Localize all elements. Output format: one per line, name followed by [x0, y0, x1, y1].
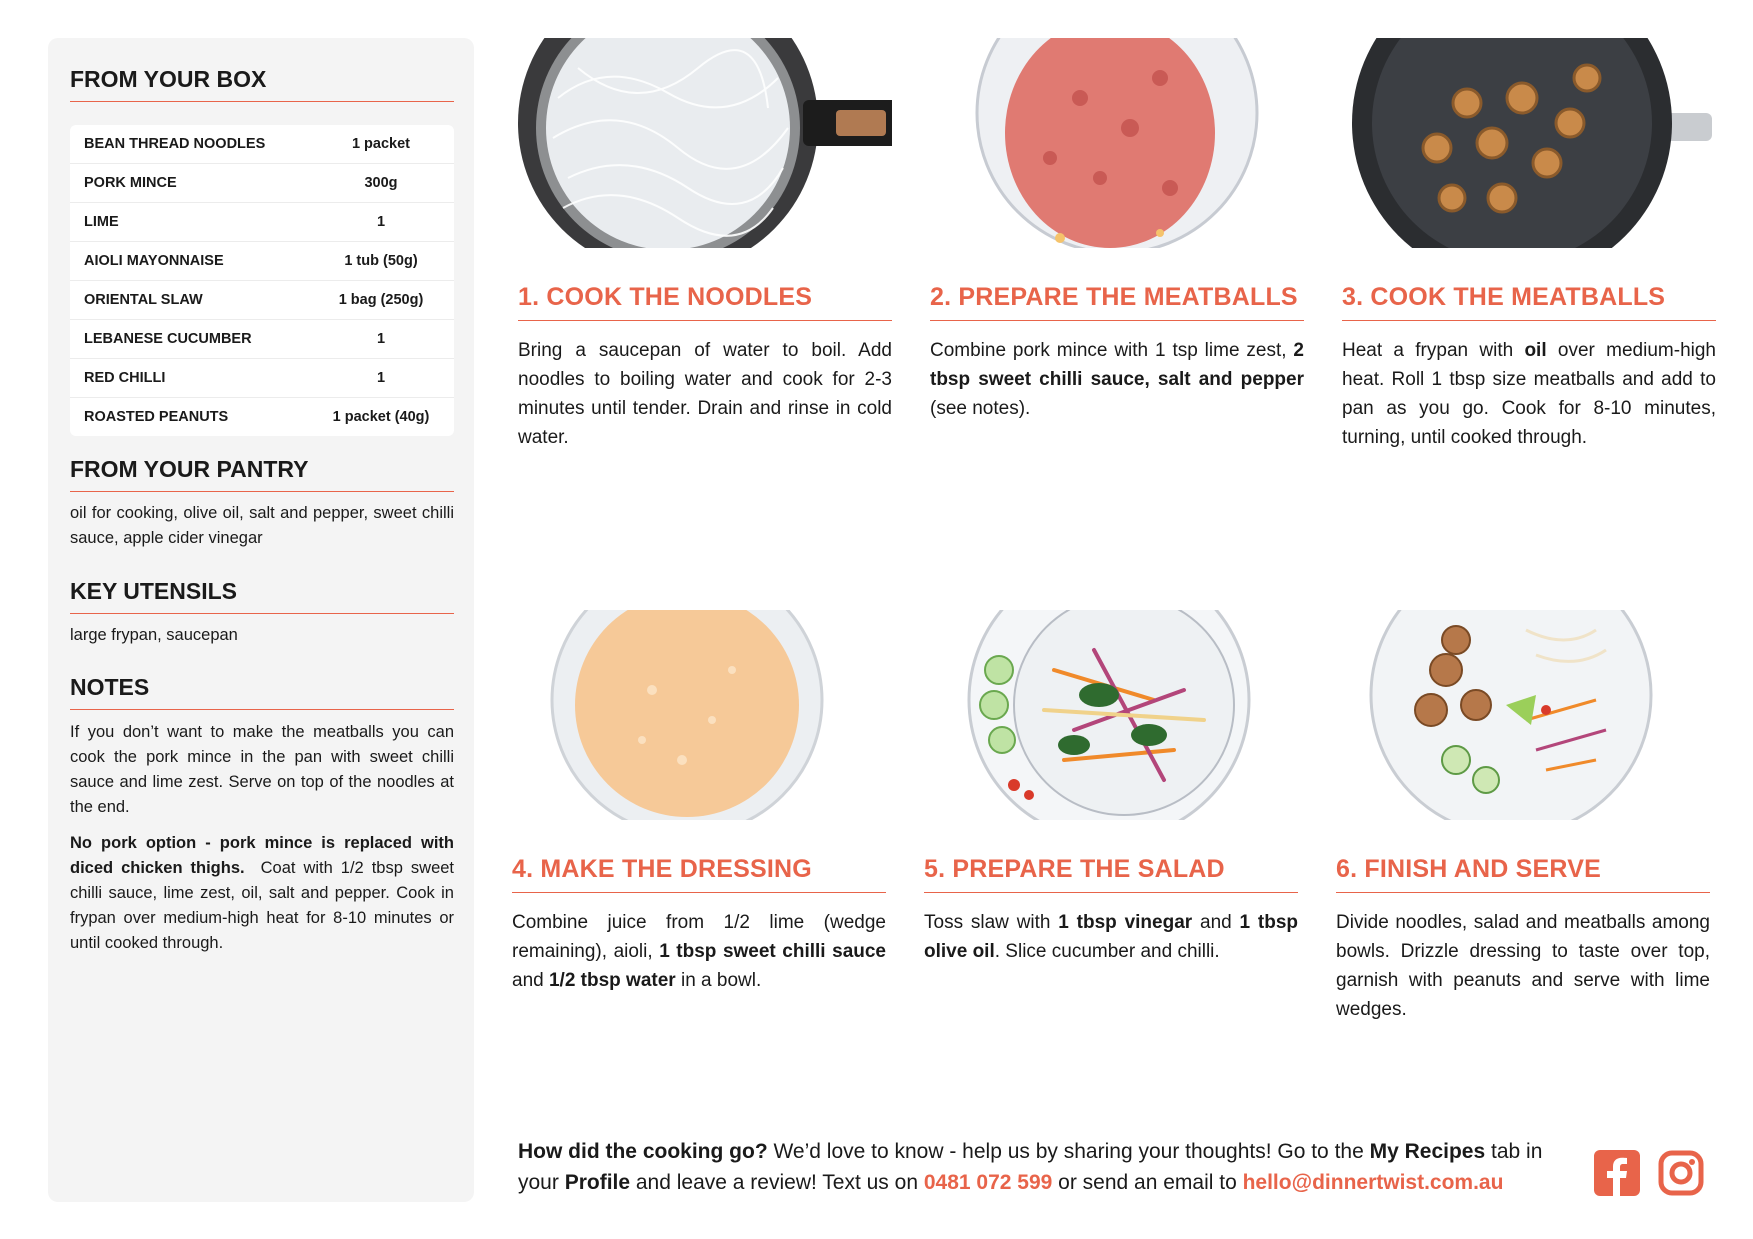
ingredient-row — [70, 203, 454, 242]
ingredient-row — [70, 164, 454, 203]
step-text: in a bowl. — [675, 970, 762, 991]
step-text: over medium-high heat. Roll 1 tbsp size meatballs and add to pan as you go. Cook for 8-10 minutes, turning, until cooked through. — [1342, 340, 1716, 448]
email-link[interactable]: hello@dinnertwist.com.au — [1242, 1171, 1504, 1194]
from-your-box-heading: FROM YOUR BOX — [70, 66, 454, 102]
pork-mince-photo — [930, 38, 1304, 248]
ingredient-row — [70, 281, 454, 320]
step-text: and — [512, 970, 549, 991]
notes-option-bold: No pork option - pork mince is replaced with diced chicken thighs. — [70, 834, 454, 877]
step-text: and — [1192, 912, 1240, 933]
ingredient-quantity: 1 — [376, 370, 386, 386]
footer-text-2: tab in your — [518, 1140, 1543, 1194]
dressing-photo — [512, 610, 886, 820]
step-text: Combine pork mince with 1 tsp lime zest, — [930, 340, 1294, 361]
step-2-title: 2. PREPARE THE MEATBALLS — [930, 283, 1304, 321]
step-6 — [1336, 610, 1710, 1024]
footer-text-3: and leave a review! Text us on — [630, 1171, 924, 1194]
step-2-body — [930, 336, 1304, 423]
step-text-bold: 2 tbsp sweet chilli sauce, salt and pepper — [930, 340, 1304, 390]
ingredient-name: BEAN THREAD NOODLES — [84, 136, 266, 152]
step-text: Divide noodles, salad and meatballs among bowls. Drizzle dressing to taste over top, garnish with peanuts and serve with lime wedges. — [1336, 912, 1710, 1020]
ingredient-row — [70, 320, 454, 359]
step-5-body — [924, 908, 1298, 966]
salad-photo — [924, 610, 1298, 820]
step-text-bold: 1 tbsp sweet chilli sauce — [659, 941, 887, 962]
step-3-body — [1342, 336, 1716, 452]
notes-option — [70, 831, 454, 956]
step-1-body — [518, 336, 892, 452]
ingredient-row — [70, 359, 454, 398]
my-recipes-link[interactable]: My Recipes — [1369, 1140, 1486, 1163]
ingredient-name: LIME — [84, 214, 119, 230]
step-3 — [1342, 38, 1716, 452]
step-text: Toss slaw with — [924, 912, 1059, 933]
from-your-pantry-heading: FROM YOUR PANTRY — [70, 456, 454, 492]
step-4-body — [512, 908, 886, 995]
feedback-footer — [518, 1136, 1568, 1198]
step-text: . Slice cucumber and chilli. — [994, 941, 1220, 962]
step-5 — [924, 610, 1298, 966]
feedback-question: How did the cooking go? — [518, 1140, 768, 1163]
ingredient-quantity: 300g — [364, 175, 398, 191]
ingredient-row — [70, 398, 454, 436]
notes-heading: NOTES — [70, 674, 454, 710]
step-6-body — [1336, 908, 1710, 1024]
ingredient-quantity: 1 packet (40g) — [332, 409, 430, 425]
step-text: Combine juice from 1/2 lime (wedge remaining), aioli, — [512, 912, 886, 962]
ingredient-name: RED CHILLI — [84, 370, 166, 386]
step-text-bold: oil — [1524, 340, 1547, 361]
ingredient-name: ROASTED PEANUTS — [84, 409, 229, 425]
key-utensils-heading: KEY UTENSILS — [70, 578, 454, 614]
ingredient-quantity: 1 — [376, 214, 386, 230]
step-1-title: 1. COOK THE NOODLES — [518, 283, 892, 321]
pantry-text: oil for cooking, olive oil, salt and pepper, sweet chilli sauce, apple cider vinegar — [70, 504, 454, 547]
utensils-text: large frypan, saucepan — [70, 626, 238, 644]
step-text: Heat a frypan with — [1342, 340, 1525, 361]
footer-text-1: We’d love to know - help us by sharing your thoughts! Go to the — [767, 1140, 1370, 1163]
meatballs-pan-photo — [1342, 38, 1716, 248]
profile-link[interactable]: Profile — [564, 1171, 631, 1194]
ingredient-row — [70, 242, 454, 281]
phone-link[interactable]: 0481 072 599 — [923, 1171, 1053, 1194]
step-text-bold: 1/2 tbsp water — [548, 970, 676, 991]
step-1 — [518, 38, 892, 452]
step-5-title: 5. PREPARE THE SALAD — [924, 855, 1298, 893]
finished-dish-photo — [1336, 610, 1710, 820]
step-2 — [930, 38, 1304, 423]
ingredient-name: ORIENTAL SLAW — [84, 292, 203, 308]
step-text-bold: 1 tbsp vinegar — [1058, 912, 1193, 933]
facebook-icon[interactable] — [1594, 1150, 1640, 1196]
ingredient-name: PORK MINCE — [84, 175, 177, 191]
ingredient-quantity: 1 tub (50g) — [344, 253, 418, 269]
ingredients-table — [70, 125, 454, 436]
footer-text-4: or send an email to — [1052, 1171, 1243, 1194]
ingredient-row — [70, 125, 454, 164]
ingredients-sidebar — [48, 38, 474, 1202]
step-4-title: 4. MAKE THE DRESSING — [512, 855, 886, 893]
step-text: Bring a saucepan of water to boil. Add noodles to boiling water and cook for 2-3 minutes until tender. Drain and rinse in cold water. — [518, 340, 892, 448]
notes-option-text: Coat with 1/2 tbsp sweet chilli sauce, lime zest, oil, salt and pepper. Cook in frypan over medium-high heat for 8-10 minutes or until cooked through. — [70, 859, 455, 952]
step-text-bold: 1 tbsp olive oil — [924, 912, 1298, 962]
notes-text: If you don’t want to make the meatballs you can cook the pork mince in the pan with sweet chilli sauce and lime zest. Serve on top of the noodles at the end. — [70, 723, 454, 816]
noodles-photo — [518, 38, 892, 248]
step-4 — [512, 610, 886, 995]
ingredient-name: AIOLI MAYONNAISE — [84, 253, 224, 269]
ingredient-name: LEBANESE CUCUMBER — [84, 331, 252, 347]
instagram-icon[interactable] — [1658, 1150, 1704, 1196]
ingredient-quantity: 1 — [376, 331, 386, 347]
step-3-title: 3. COOK THE MEATBALLS — [1342, 283, 1716, 321]
step-6-title: 6. FINISH AND SERVE — [1336, 855, 1710, 893]
ingredient-quantity: 1 packet — [351, 136, 411, 152]
step-text: (see notes). — [930, 398, 1031, 419]
ingredient-quantity: 1 bag (250g) — [338, 292, 424, 308]
